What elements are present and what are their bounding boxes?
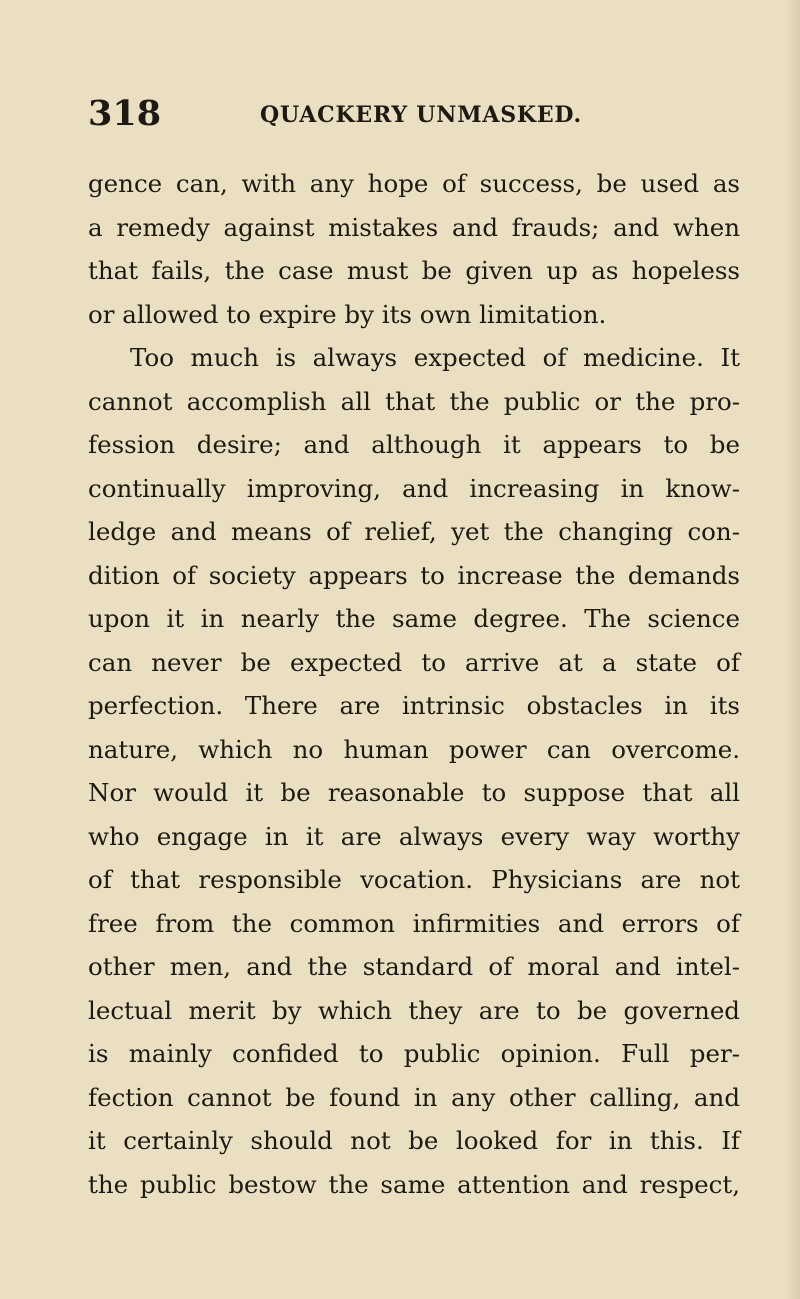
page-number: 318 [88,93,162,134]
text-line: is mainly confided to public opinion. Full per- [88,1039,740,1068]
text-line: who engage in it are always every way worthy [88,821,740,851]
text-line: fection cannot be found in any other calling, and [88,1082,740,1112]
text-line: can never be expected to arrive at a state of [88,647,740,677]
body-text [88,162,740,1206]
page-header [88,92,728,136]
text-line: fession desire; and although it appears to be [88,430,740,459]
text-line: ledge and means of relief, yet the changing con- [88,517,740,546]
text-line: continually improving, and increasing in know- [88,473,740,503]
running-title: QUACKERY UNMASKED. [260,102,582,128]
text-line: free from the common infirmities and errors of [88,908,740,938]
text-line: of that responsible vocation. Physicians are not [88,865,740,894]
text-line: dition of society appears to increase the demands [88,560,740,590]
text-line: Nor would it be reasonable to suppose that all [88,778,740,807]
text-line: nature, which no human power can overcome. [88,734,740,764]
text-line: cannot accomplish all that the public or the pro- [88,386,740,416]
text-line: gence can, with any hope of success, be used as [88,169,740,198]
text-line: the public bestow the same attention and respect, [88,1169,740,1199]
text-line: upon it in nearly the same degree. The science [88,604,740,633]
text-line: a remedy against mistakes and frauds; and when [88,212,740,242]
text-line: that fails, the case must be given up as hopeless [88,256,740,285]
text-line: it certainly should not be looked for in this. If [88,1126,740,1155]
text-line: perfection. There are intrinsic obstacles in its [88,691,740,720]
text-line: lectual merit by which they are to be governed [88,995,740,1025]
text-line: other men, and the standard of moral and intel- [88,952,740,981]
text-line: or allowed to expire by its own limitation. [88,299,607,329]
paragraph-first-line: Too much is always expected of medicine. It [130,343,740,372]
